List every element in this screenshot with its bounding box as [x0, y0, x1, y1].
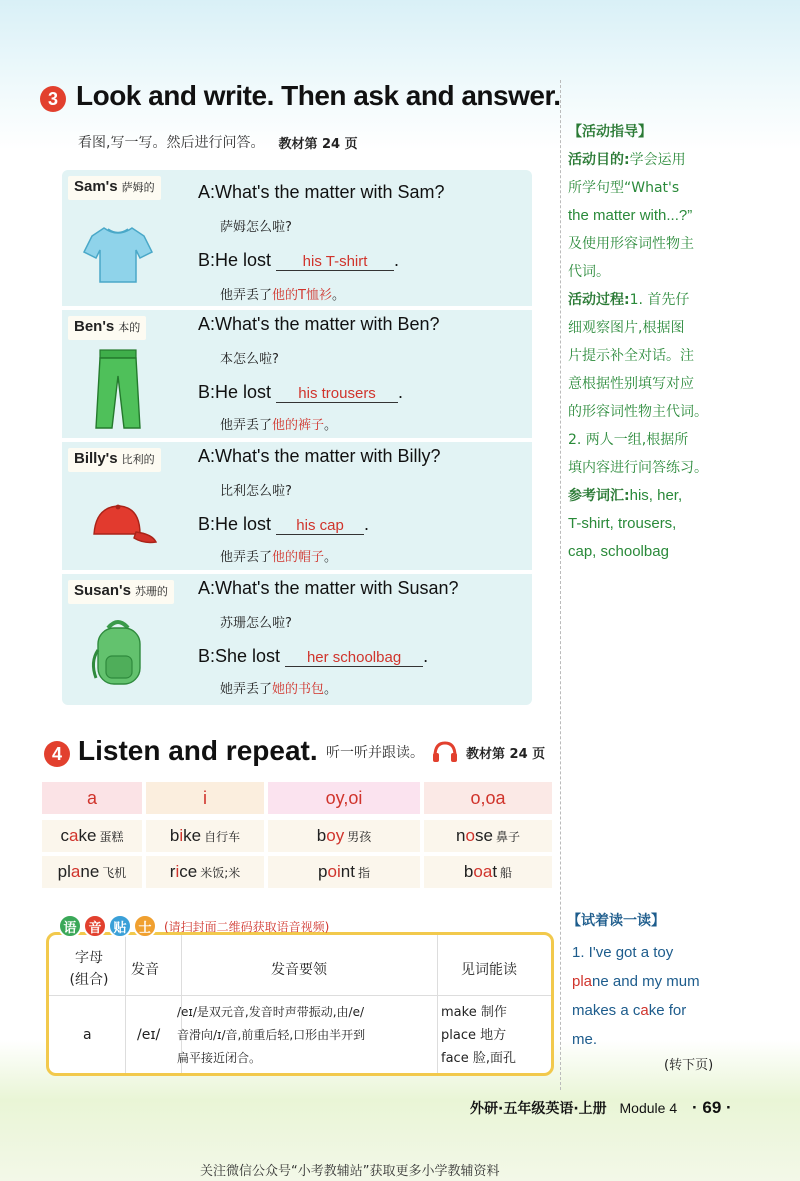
try-read-heading: 【试着读一读】 [567, 913, 665, 929]
question-translation: 比利怎么啦? [220, 484, 292, 499]
watermark-text: 关注微信公众号“小考教辅站”获取更多小学教辅资料 [200, 1164, 500, 1179]
activity-guide: 【活动指导】 活动目的:学会运用 所学句型“What's the matter with...?” 及使用形容词性物主 代词。 活动过程:1. 首先仔 细观察图片,根据图 片提示补全对话。注 意根据性别填写对应 的形容词性物主代词。 2. 两人一组,根据所 填内容进行问答练习。 参考词汇:his, her, T-shirt, trousers, cap, schoolbag [568, 118, 758, 566]
row-rule: /eɪ/是双元音,发音时声带振动,由/e/ 音滑向/ɪ/音,前重后轻,口形由半开到 扁平接近闭合。 [177, 1005, 366, 1065]
word-plane: pl a ne 飞机 [42, 856, 142, 888]
word-boy: b oy 男孩 [268, 820, 420, 852]
question-line: A:What's the matter with Billy? [198, 446, 441, 466]
name-tag: Sam's 萨姆的 [68, 176, 161, 200]
answer-line: B:She lost her schoolbag . [198, 646, 429, 666]
question-translation: 本怎么啦? [220, 352, 279, 367]
badge-char: 贴 [108, 914, 132, 938]
header-letter: 字母 (组合) [69, 950, 109, 988]
page-number: · 69 · [691, 1098, 732, 1117]
headphones-icon [432, 740, 458, 764]
word-nose: n o se 鼻子 [424, 820, 552, 852]
answer-blank: his trousers [276, 385, 398, 403]
header-read: 见词能读 [461, 962, 517, 978]
grid-header: o,oa [424, 782, 552, 814]
guide-heading: 【活动指导】 [568, 124, 652, 140]
word-rice: r i ce 米饭;米 [146, 856, 264, 888]
answer-line: B:He lost his trousers . [198, 382, 404, 402]
question-line: A:What's the matter with Sam? [198, 182, 445, 202]
name-tag: Billy's 比利的 [68, 448, 161, 472]
tips-note: (请扫封面二维码获取语音视频) [164, 920, 330, 934]
exercise-panel [62, 170, 532, 705]
badge-char: 士 [133, 914, 157, 938]
column-divider [560, 80, 561, 1090]
phonics-tips-badge [58, 914, 157, 938]
module-name: Module 4 [619, 1100, 678, 1116]
answer-blank: his cap [276, 517, 364, 535]
try-read-text: 1. I've got a toy plane and my mum makes a cake for me. [572, 944, 700, 1048]
grid-header: i [146, 782, 264, 814]
answer-line: B:He lost his cap . [198, 514, 370, 534]
schoolbag-icon [78, 610, 158, 696]
book-name: 外研·五年级英语·上册 [470, 1101, 607, 1117]
section-4-title: Listen and repeat. [78, 735, 318, 766]
exercise-row-sam [62, 170, 532, 303]
answer-translation: 他弄丢了他的帽子。 [220, 550, 338, 565]
exercise-row-billy [62, 442, 532, 572]
row-read: make 制作 place 地方 face 脸,面孔 [441, 1005, 516, 1066]
row-letter: a [83, 1027, 92, 1043]
answer-translation: 他弄丢了他的T恤衫。 [220, 288, 345, 303]
section-4-instruction [326, 740, 545, 764]
section-3-title: Look and write. Then ask and answer. [76, 80, 561, 111]
word-point: p oi nt 指 [268, 856, 420, 888]
phonics-tips-box [46, 932, 554, 1076]
t-shirt-icon [78, 206, 158, 292]
cap-icon [78, 478, 158, 564]
word-cake: c a ke 蛋糕 [42, 820, 142, 852]
header-sound: 发音 [131, 962, 159, 978]
question-line: A:What's the matter with Susan? [198, 578, 459, 598]
badge-char: 音 [83, 914, 107, 938]
question-line: A:What's the matter with Ben? [198, 314, 440, 334]
continued-note: (转下页) [664, 1058, 714, 1073]
name-tag: Susan's 苏珊的 [68, 580, 174, 604]
instruction-text: 听一听并跟读。 [326, 745, 424, 761]
word-bike: b i ke 自行车 [146, 820, 264, 852]
row-sound: /eɪ/ [137, 1027, 161, 1043]
instruction-text: 看图,写一写。然后进行问答。 [78, 135, 265, 151]
page-footer [470, 1098, 732, 1118]
question-translation: 萨姆怎么啦? [220, 220, 292, 235]
grid-header: a [42, 782, 142, 814]
exercise-row-susan [62, 574, 532, 704]
trousers-icon [78, 346, 158, 432]
question-translation: 苏珊怎么啦? [220, 616, 292, 631]
answer-line: B:He lost his T-shirt . [198, 250, 400, 270]
exercise-row-ben [62, 310, 532, 440]
word-boat: b oa t 船 [424, 856, 552, 888]
book-reference: 教材第 24 页 [466, 746, 546, 762]
name-tag: Ben's 本的 [68, 316, 146, 340]
answer-translation: 她弄丢了她的书包。 [220, 682, 338, 697]
answer-blank: his T-shirt [276, 253, 394, 271]
grid-header: oy,oi [268, 782, 420, 814]
header-rule: 发音要领 [271, 962, 327, 978]
section-3-number: 3 [40, 86, 66, 112]
section-3-instruction [78, 132, 358, 152]
answer-blank: her schoolbag [285, 649, 423, 667]
book-reference: 教材第 24 页 [278, 136, 358, 152]
section-4-number: 4 [44, 741, 70, 767]
answer-translation: 他弄丢了他的裤子。 [220, 418, 338, 433]
badge-char: 语 [58, 914, 82, 938]
